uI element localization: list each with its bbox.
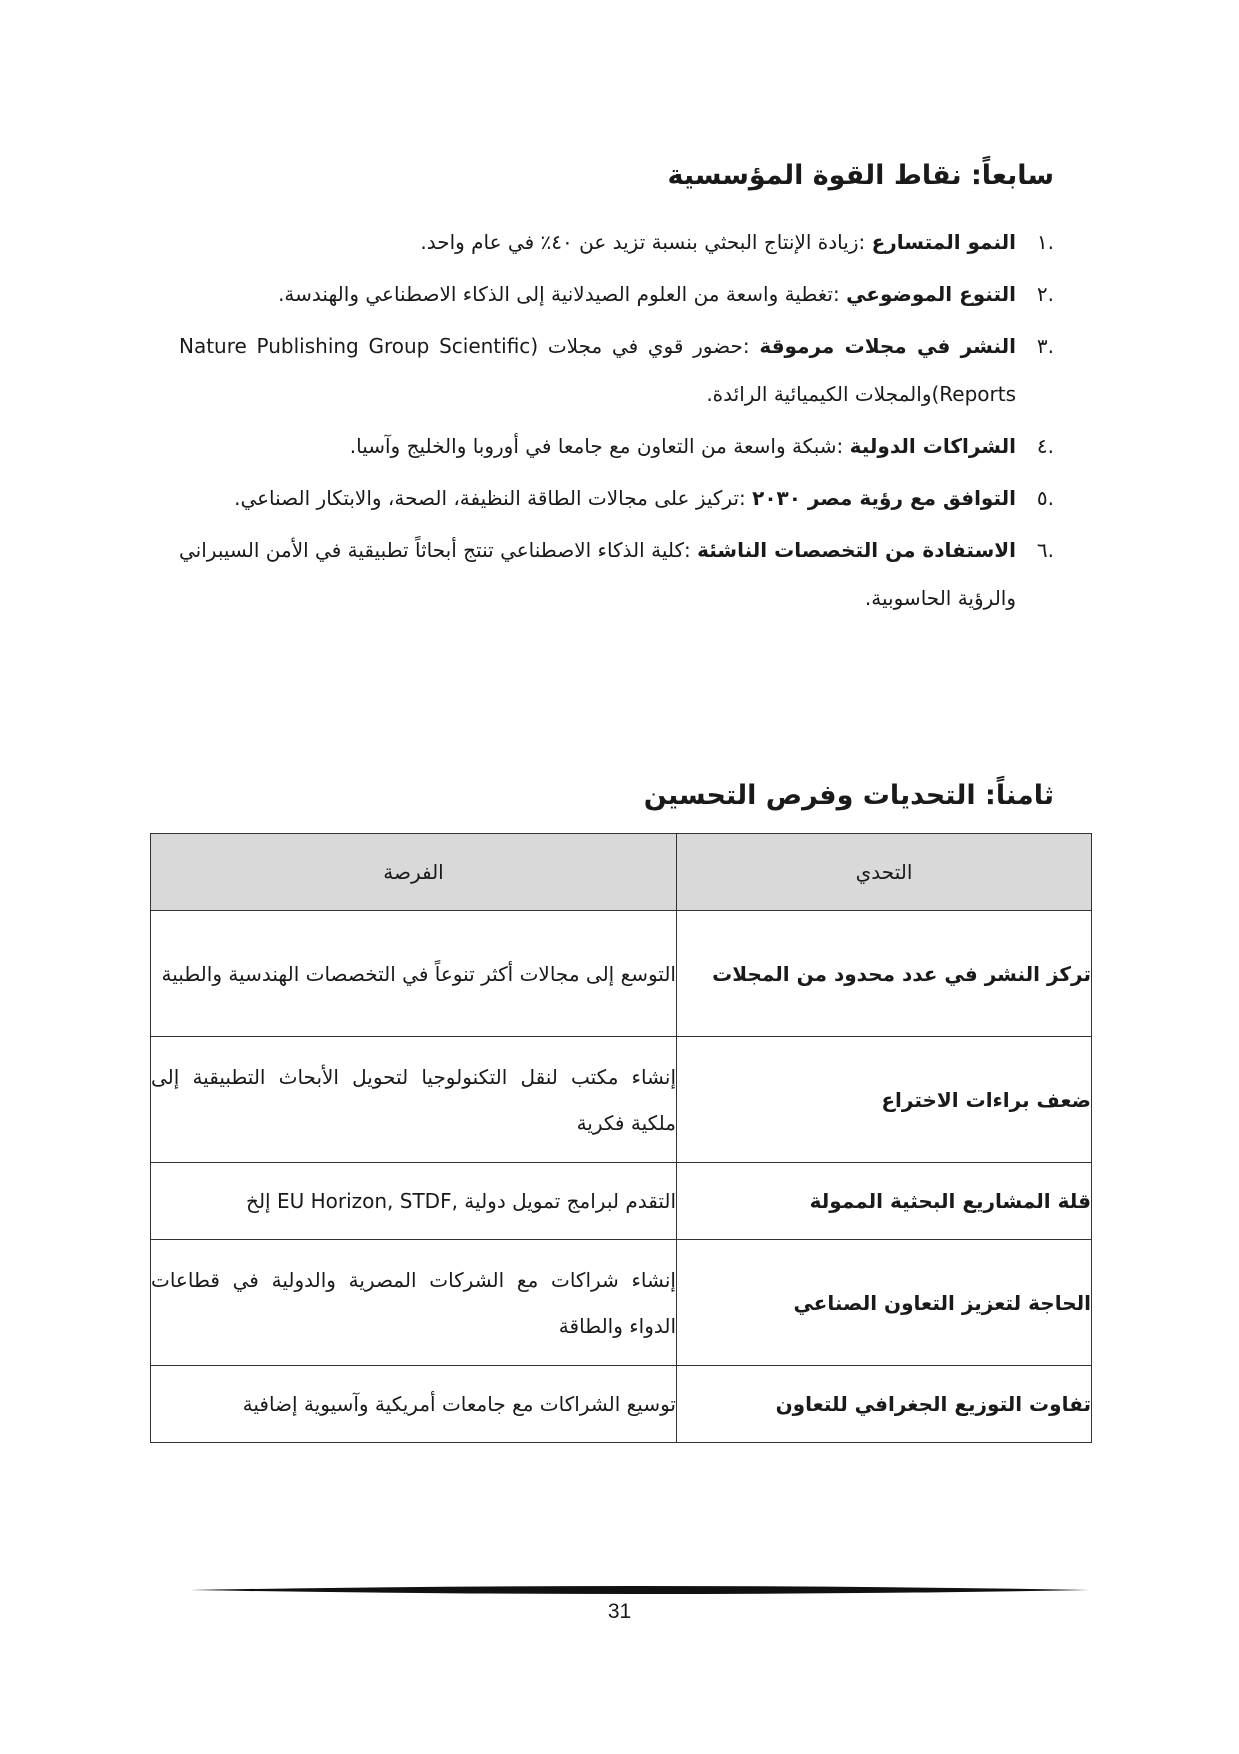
section-title-challenges: ثامناً: التحديات وفرص التحسين bbox=[643, 780, 1054, 811]
table-row bbox=[151, 1163, 1092, 1240]
challenge-cell: ضعف براءات الاختراع bbox=[677, 1037, 1092, 1163]
opportunity-cell: التقدم لبرامج تمويل دولية ,EU Horizon, STDF إلخ bbox=[151, 1163, 677, 1240]
table-row bbox=[151, 1240, 1092, 1366]
item-heading: الاستفادة من التخصصات الناشئة bbox=[697, 538, 1016, 562]
header-challenge: التحدي bbox=[677, 834, 1092, 911]
item-body: :حضور قوي في مجلات (Nature Publishing Group Scientific Reports)والمجلات الكيميائية الرائدة. bbox=[179, 334, 1016, 406]
footer-rule bbox=[190, 1584, 1090, 1596]
item-number: .١ bbox=[1036, 230, 1054, 254]
item-body: :زيادة الإنتاج البحثي بنسبة تزيد عن ٤٠٪ في عام واحد. bbox=[420, 230, 866, 254]
challenges-table bbox=[150, 833, 1092, 1443]
item-text bbox=[179, 218, 1016, 266]
item-number: .٢ bbox=[1036, 282, 1054, 306]
list-item bbox=[179, 322, 1054, 418]
challenge-cell: تركز النشر في عدد محدود من المجلات bbox=[677, 911, 1092, 1037]
list-item bbox=[179, 422, 1054, 470]
list-item bbox=[179, 270, 1054, 318]
item-number: .٤ bbox=[1036, 434, 1054, 458]
opportunity-cell: التوسع إلى مجالات أكثر تنوعاً في التخصصات الهندسية والطبية bbox=[151, 911, 677, 1037]
item-number: .٦ bbox=[1036, 538, 1054, 562]
opportunity-cell: إنشاء شراكات مع الشركات المصرية والدولية في قطاعات الدواء والطاقة bbox=[151, 1240, 677, 1366]
challenge-cell: الحاجة لتعزيز التعاون الصناعي bbox=[677, 1240, 1092, 1366]
item-heading: التنوع الموضوعي bbox=[846, 282, 1016, 306]
item-heading: النمو المتسارع bbox=[871, 230, 1016, 254]
list-item bbox=[179, 218, 1054, 266]
item-body: :تغطية واسعة من العلوم الصيدلانية إلى الذكاء الاصطناعي والهندسة. bbox=[278, 282, 840, 306]
opportunity-cell: إنشاء مكتب لنقل التكنولوجيا لتحويل الأبحاث التطبيقية إلى ملكية فكرية bbox=[151, 1037, 677, 1163]
table-header-row bbox=[151, 834, 1092, 911]
table-row bbox=[151, 911, 1092, 1037]
item-number: .٥ bbox=[1036, 486, 1054, 510]
list-item bbox=[179, 526, 1054, 622]
item-text bbox=[179, 322, 1016, 418]
header-opportunity: الفرصة bbox=[151, 834, 677, 911]
table-row bbox=[151, 1366, 1092, 1443]
opportunity-cell: توسيع الشراكات مع جامعات أمريكية وآسيوية إضافية bbox=[151, 1366, 677, 1443]
challenge-cell: تفاوت التوزيع الجغرافي للتعاون bbox=[677, 1366, 1092, 1443]
section-title-strengths: سابعاً: نقاط القوة المؤسسية bbox=[667, 160, 1054, 191]
item-text bbox=[179, 422, 1016, 470]
item-text bbox=[179, 270, 1016, 318]
item-heading: الشراكات الدولية bbox=[849, 434, 1016, 458]
list-item bbox=[179, 474, 1054, 522]
item-text bbox=[179, 474, 1016, 522]
item-number: .٣ bbox=[1036, 334, 1054, 358]
item-body: :كلية الذكاء الاصطناعي تنتج أبحاثاً تطبيقية في الأمن السيبراني والرؤية الحاسوبية. bbox=[179, 538, 1016, 610]
item-text bbox=[179, 526, 1016, 622]
item-heading: التوافق مع رؤية مصر ٢٠٣٠ bbox=[752, 486, 1016, 510]
item-body: :شبكة واسعة من التعاون مع جامعا في أوروبا والخليج وآسيا. bbox=[349, 434, 844, 458]
table-row bbox=[151, 1037, 1092, 1163]
page-number: 31 bbox=[607, 1600, 632, 1623]
footer-rule-shape bbox=[190, 1586, 1090, 1594]
item-body: :تركيز على مجالات الطاقة النظيفة، الصحة، والابتكار الصناعي. bbox=[234, 486, 746, 510]
challenge-cell: قلة المشاريع البحثية الممولة bbox=[677, 1163, 1092, 1240]
item-heading: النشر في مجلات مرموقة bbox=[759, 334, 1016, 358]
strengths-list bbox=[179, 218, 1054, 626]
